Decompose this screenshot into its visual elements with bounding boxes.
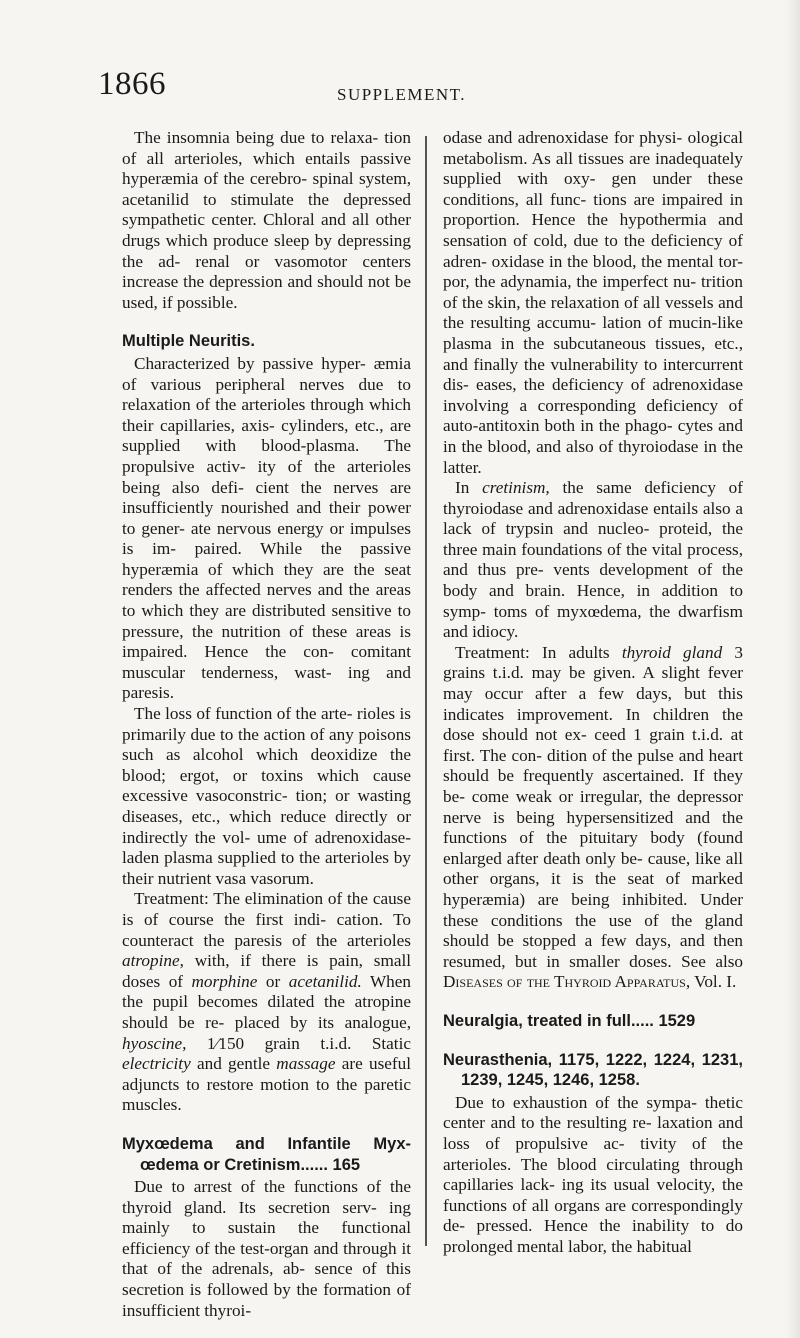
- paragraph-neuritis-treatment: Treatment: The elimination of the cause is of course the first indi- cation. To counteract the paresis of the arterioles atropine, with, if there is pain, small doses of morphine or acetanilid. When the pupil becomes dilated the atropine should be re- placed by its analogue, hyoscine, 1⁄150 grain t.i.d. Static electricity and gentle massage are useful adjuncts to restore motion to the paretic muscles.: [122, 889, 411, 1115]
- drug-thyroid-gland: thyroid gland: [621, 642, 723, 662]
- paragraph-neuritis-description: Characterized by passive hyper- æmia of various peripheral nerves due to relaxation of the arterioles through which their capillaries, axis- cylinders, etc., are supplied with blood-plasma. The propulsive activ- ity of the arterioles being also defi- cient the nerves are insufficiently nourished and their power to gener- ate nervous energy or impulses is im- paired. While the passive hyperæmia of which they are the seat renders the affected nerves and the areas to which they are distributed sensitive to pressure, the nutrition of these areas is impaired. Hence the con- comitant muscular tenderness, wast- ing and paresis.: [122, 353, 411, 703]
- therapy-electricity: electricity: [122, 1054, 191, 1074]
- drug-morphine: morphine: [191, 971, 258, 991]
- heading-neuralgia: Neuralgia, treated in full..... 1529: [443, 1011, 696, 1030]
- therapy-massage: massage: [276, 1054, 336, 1074]
- paragraph-myxoedema-treatment: Treatment: In adults thyroid gland 3 grains t.i.d. may be given. A slight fever may occur after a few days, but this indicates improvement. In children the dose should not ex- ceed 1 grain t.i.d. at first. The con- dition of the pulse and heart should be frequently ascertained. If they be- come weak or irregular, the depressor nerve is being hypersensitized and the functions of the pituitary body (found enlarged after death only be- cause, like all other organs, it is the seat of marked hyperæmia) are being inhibited. Under these conditions the use of the gland should be stopped a few days, and then resumed, but in smaller doses. See also Diseases of the Thyroid Apparatus, Vol. I.: [443, 642, 743, 992]
- paragraph-myxoedema-continued: odase and adrenoxidase for physi- ological metabolism. As all tissues are inadequately supplied with oxy- gen under these conditions, all func- tions are impaired in proportion. Hence the hypothermia and sensation of cold, due to the deficiency of adren- oxidase in the blood, the mental tor- por, the adynamia, the imperfect nu- trition of the skin, the relaxation of all vessels and the resulting accumu- lation of mucin-like plasma in the subcutaneous tissues, etc., and finally the vulnerability to intercurrent dis- eases, the deficiency of adrenoxidase involving a corresponding deficiency of auto-antitoxin both in the phago- cytes and in the blood, and also of thyroiodase in the latter.: [443, 128, 743, 477]
- heading-multiple-neuritis: Multiple Neuritis.: [122, 332, 255, 351]
- paragraph-neuritis-causes: The loss of function of the arte- rioles is primarily due to the action of any poisons such as alcohol which deoxidize the blood; ergot, or toxins which cause excessive vasoconstric- tion; or wasting diseases, etc., which reduce directly or indirectly the vol- ume of adrenoxidase-laden plasma supplied to the arterioles by their nutrient vasa vasorum.: [122, 704, 411, 888]
- heading-neurasthenia: Neurasthenia, 1175, 1222, 1224, 1231, 1239, 1245, 1246, 1258.: [443, 1050, 743, 1090]
- right-column: [443, 128, 743, 1257]
- page-edge-shadow: [786, 0, 800, 1338]
- running-head: SUPPLEMENT.: [337, 85, 467, 104]
- cross-reference: Diseases of the Thyroid Apparatus: [443, 972, 686, 992]
- paragraph-neurasthenia: Due to exhaustion of the sympa- thetic center and to the resulting re- laxation and loss of propulsive ac- tivity of the arterioles. The blood circulating through capillaries lack- ing its usual velocity, the functions of all organs are correspondingly de- pressed. Hence the inability to do prolonged mental labor, the habitual: [443, 1092, 743, 1256]
- drug-hyoscine: hyoscine,: [122, 1033, 187, 1053]
- drug-atropine: atropine: [122, 951, 180, 971]
- heading-myxoedema: Myxœdema and Infantile Myx- œdema or Cretinism...... 165: [122, 1134, 411, 1174]
- paragraph-insomnia: The insomnia being due to relaxa- tion of all arterioles, which entails passive hyperæmia of the cerebro- spinal system, acetanilid to stimulate the depressed sympathetic center. Chloral and all other drugs which produce sleep by depressing the ad- renal or vasomotor centers increase the depression and should not be used, if possible.: [122, 128, 411, 312]
- drug-acetanilid: acetanilid.: [288, 971, 362, 991]
- left-column: [122, 128, 411, 1321]
- column-divider: [425, 136, 427, 1246]
- page-number: 1866: [98, 66, 166, 102]
- paragraph-cretinism: In cretinism, the same deficiency of thyroiodase and adrenoxidase entails also a lack of trypsin and nucleo- proteid, the three main foundations of the vital process, and thus pre- vents development of the body and brain. Hence, in addition to symp- toms of myxœdema, the dwarfism and idiocy.: [443, 478, 743, 642]
- paragraph-myxoedema-cause: Due to arrest of the functions of the thyroid gland. Its secretion serv- ing mainly to sustain the functional efficiency of the test-organ and through it that of the adrenals, ab- sence of this secretion is followed by the formation of insufficient thyroi-: [122, 1177, 411, 1320]
- term-cretinism: cretinism,: [482, 478, 550, 498]
